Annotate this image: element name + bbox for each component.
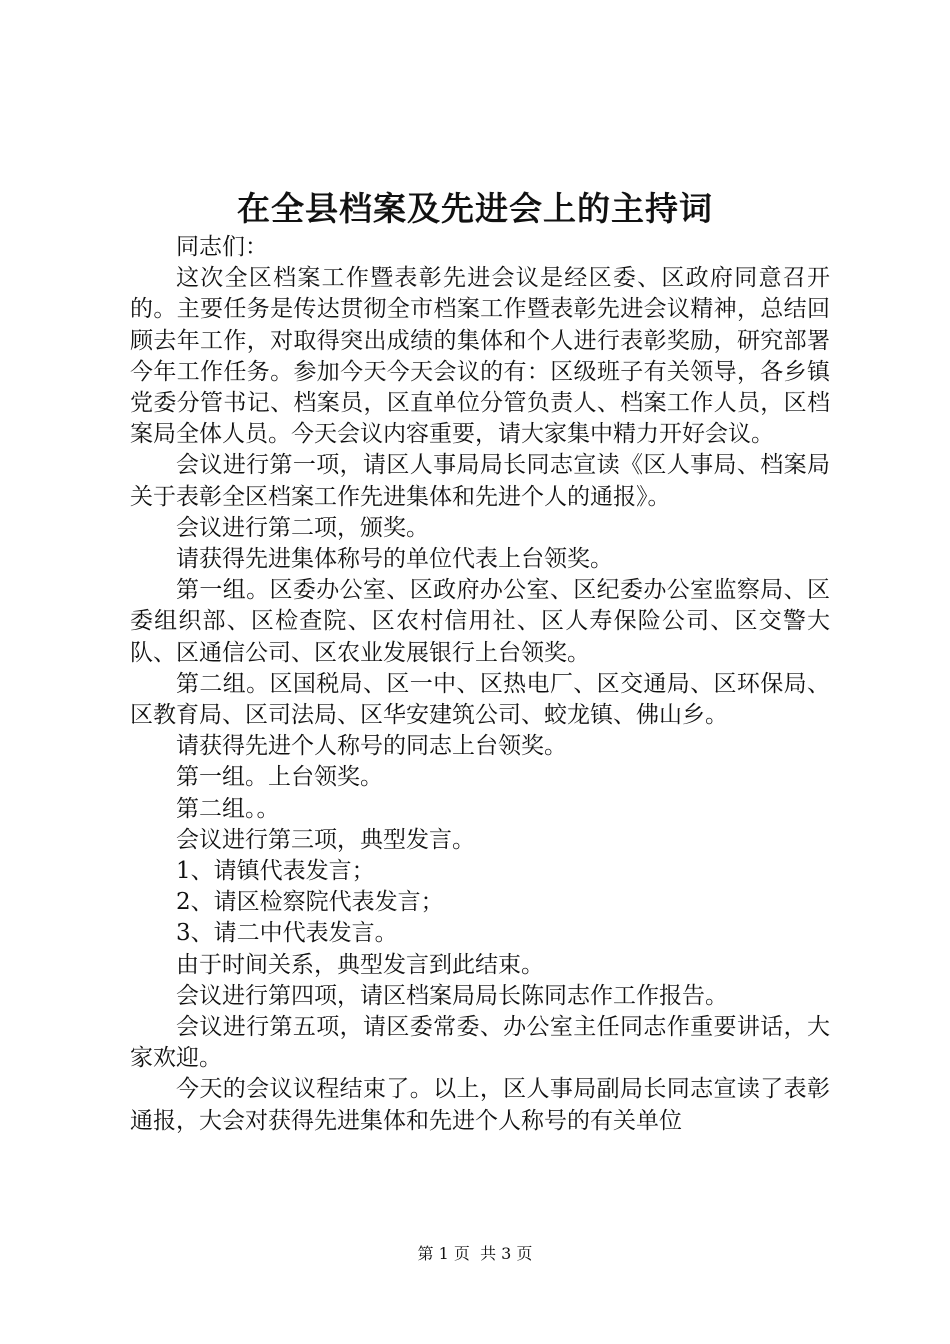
document-body bbox=[130, 232, 830, 1137]
paragraph-item-one: 会议进行第一项，请区人事局局长同志宣读《区人事局、档案局关于表彰全区档案工作先进集体和先进个人的通报》。 bbox=[130, 452, 830, 510]
paragraph-item-five: 会议进行第五项，请区委常委、办公室主任同志作重要讲话，大家欢迎。 bbox=[130, 1014, 830, 1072]
paragraph-closing: 今天的会议议程结束了。以上，区人事局副局长同志宣读了表彰通报，大会对获得先进集体和先进个人称号的有关单位 bbox=[130, 1076, 830, 1134]
paragraph-speaker-one: 1、请镇代表发言； bbox=[176, 858, 375, 885]
paragraph-individual-group-one: 第一组。上台领奖。 bbox=[176, 764, 383, 791]
document-title: 在全县档案及先进会上的主持词 bbox=[237, 189, 713, 228]
paragraph-item-two: 会议进行第二项，颁奖。 bbox=[176, 514, 429, 541]
paragraph-collective-group-one: 第一组。区委办公室、区政府办公室、区纪委办公室监察局、区委组织部、区检查院、区农村信用社、区人寿保险公司、区交警大队、区通信公司、区农业发展银行上台领奖。 bbox=[130, 577, 830, 666]
paragraph-individual-award: 请获得先进个人称号的同志上台领奖。 bbox=[176, 733, 567, 760]
paragraph-intro: 这次全区档案工作暨表彰先进会议是经区委、区政府同意召开的。主要任务是传达贯彻全市档案工作暨表彰先进会议精神，总结回顾去年工作，对取得突出成绩的集体和个人进行表彰奖励，研究部署今年工作任务。参加今天今天会议的有：区级班子有关领导，各乡镇党委分管书记、档案员，区直单位分管负责人、档案工作人员，区档案局全体人员。今天会议内容重要，请大家集中精力开好会议。 bbox=[130, 265, 830, 448]
paragraph-salutation: 同志们： bbox=[176, 234, 268, 260]
paragraph-item-four: 会议进行第四项，请区档案局局长陈同志作工作报告。 bbox=[176, 982, 728, 1009]
paragraph-collective-award: 请获得先进集体称号的单位代表上台领奖。 bbox=[176, 546, 613, 573]
paragraph-collective-group-two: 第二组。区国税局、区一中、区热电厂、区交通局、区环保局、区教育局、区司法局、区华安建筑公司、蛟龙镇、佛山乡。 bbox=[130, 670, 830, 729]
paragraph-speeches-end: 由于时间关系，典型发言到此结束。 bbox=[176, 951, 544, 978]
paragraph-item-three: 会议进行第三项，典型发言。 bbox=[176, 826, 475, 853]
page-number-footer: 第 1 页 共 3 页 bbox=[417, 1244, 533, 1263]
paragraph-speaker-two: 2、请区检察院代表发言； bbox=[176, 889, 444, 916]
paragraph-individual-group-two: 第二组。。 bbox=[176, 795, 280, 822]
paragraph-speaker-three: 3、请二中代表发言。 bbox=[176, 920, 398, 947]
